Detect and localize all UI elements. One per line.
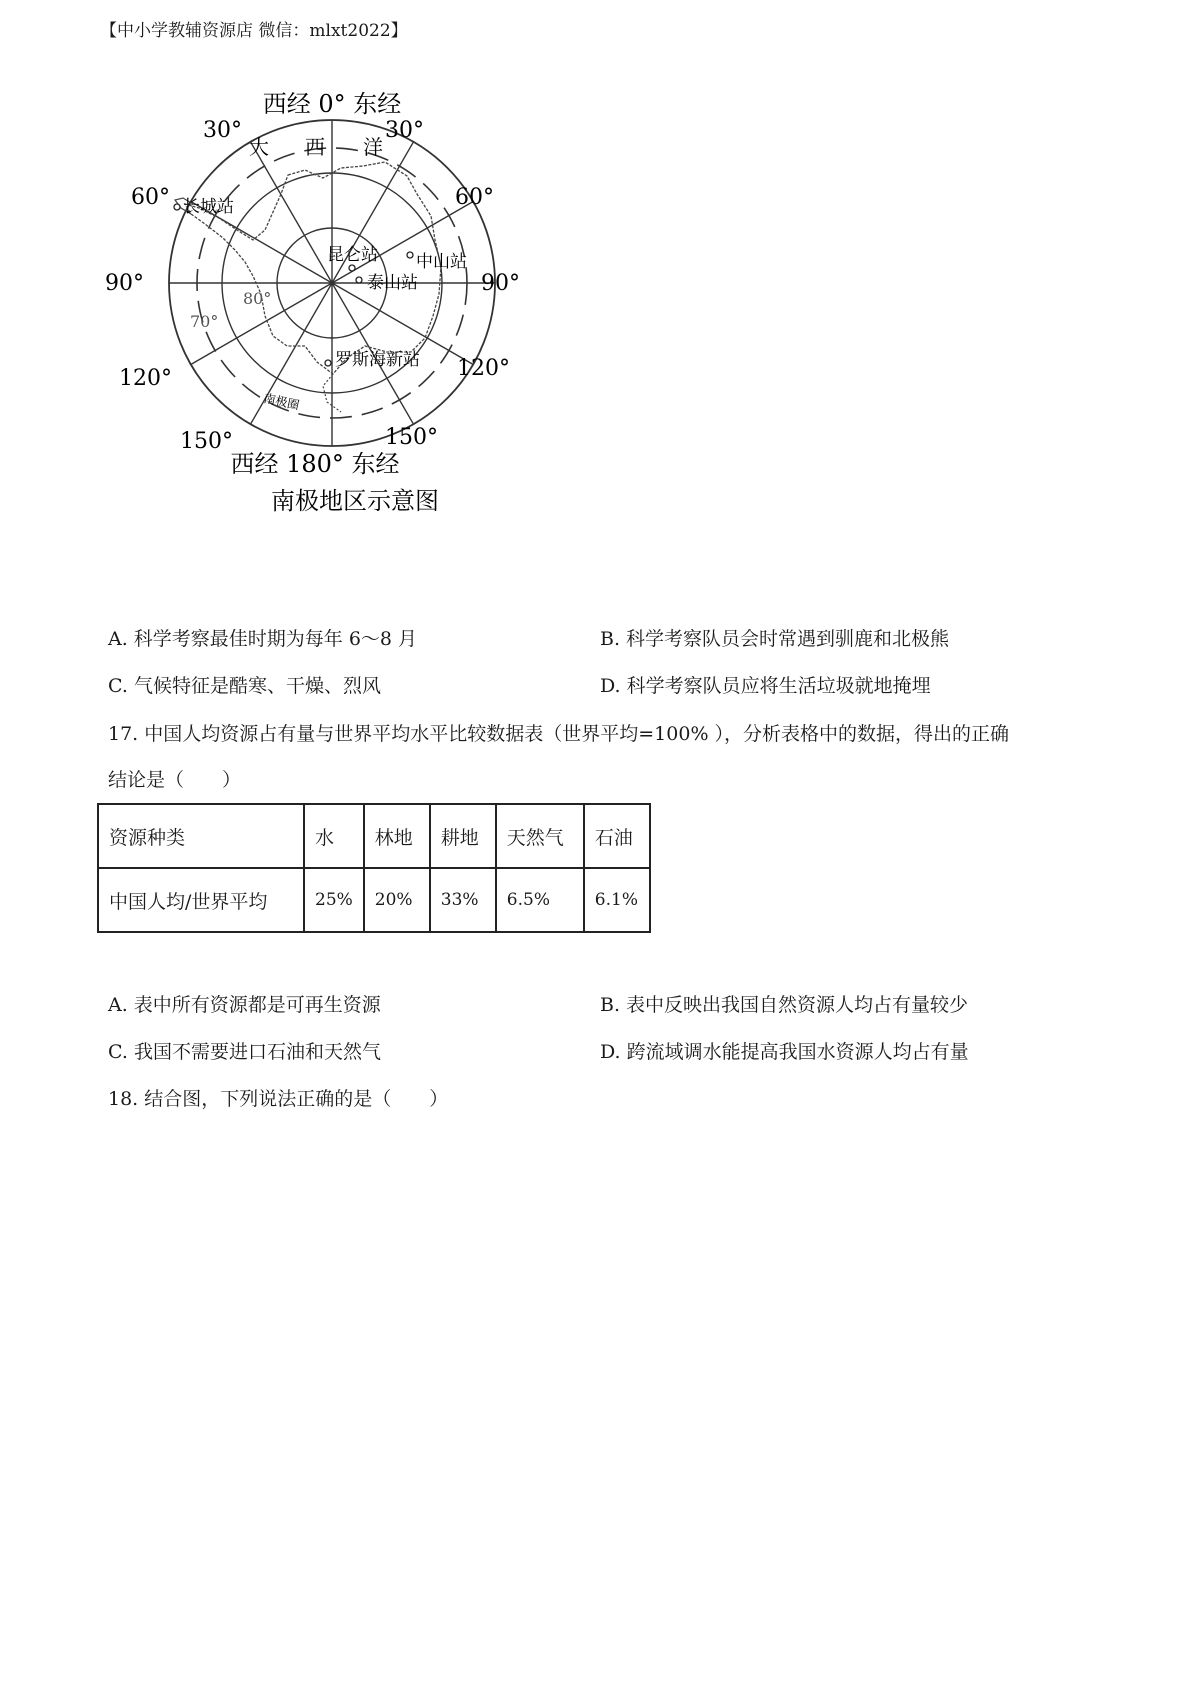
ross-sea-station-dot <box>325 360 331 366</box>
taishan-station-label: 泰山站 <box>367 273 418 293</box>
resource-table <box>97 803 651 933</box>
q17-stem-line1: 17. 中国人均资源占有量与世界平均水平比较数据表（世界平均=100% ），分析表格中的数据，得出的正确 <box>108 723 1010 745</box>
deg-30-left: 30° <box>203 118 242 143</box>
lat-70-label: 70° <box>190 312 219 331</box>
deg-60-left: 60° <box>131 185 170 210</box>
map-caption: 南极地区示意图 <box>271 487 439 515</box>
zhongshan-station-dot <box>407 252 413 258</box>
ocean-char-1: 大 <box>249 135 269 159</box>
q17-option-d: D. 跨流域调水能提高我国水资源人均占有量 <box>600 1041 969 1063</box>
table-row-header <box>98 804 650 868</box>
q17-option-c: C. 我国不需要进口石油和天然气 <box>108 1041 381 1063</box>
deg-150-right: 150° <box>385 425 438 450</box>
table-value-farmland: 33% <box>430 868 496 932</box>
deg-90-right: 90° <box>481 271 520 296</box>
table-header-label: 资源种类 <box>98 804 304 868</box>
deg-150-left: 150° <box>180 429 233 454</box>
zhongshan-station-label: 中山站 <box>416 252 467 272</box>
q16-option-c: C. 气候特征是酷寒、干燥、烈风 <box>108 675 381 697</box>
map-bottom-label: 西经 180° 东经 <box>230 450 400 478</box>
deg-30-right: 30° <box>385 118 424 143</box>
table-value-oil: 6.1% <box>584 868 650 932</box>
map-top-label: 西经 0° 东经 <box>262 90 402 118</box>
q16-option-b: B. 科学考察队员会时常遇到驯鹿和北极熊 <box>600 628 950 650</box>
q18-stem: 18. 结合图，下列说法正确的是（ ） <box>108 1088 449 1110</box>
table-col-water: 水 <box>304 804 364 868</box>
table-col-forest: 林地 <box>364 804 430 868</box>
great-wall-station-label: 长城站 <box>183 197 234 217</box>
table-value-water: 25% <box>304 868 364 932</box>
deg-90-left: 90° <box>105 271 144 296</box>
ocean-char-3: 洋 <box>363 135 383 159</box>
q17-option-b: B. 表中反映出我国自然资源人均占有量较少 <box>600 994 969 1016</box>
deg-120-left: 120° <box>119 366 172 391</box>
taishan-station-dot <box>356 277 362 283</box>
deg-60-right: 60° <box>455 185 494 210</box>
meridian-lines <box>169 120 495 446</box>
antarctic-circle-label: 南极圈 <box>262 391 301 413</box>
q17-option-a: A. 表中所有资源都是可再生资源 <box>108 994 381 1016</box>
table-col-farmland: 耕地 <box>430 804 496 868</box>
kunlun-station-label: 昆仑站 <box>327 245 378 265</box>
table-value-natural-gas: 6.5% <box>496 868 584 932</box>
ross-sea-station-label: 罗斯海新站 <box>335 350 420 370</box>
table-row-values <box>98 868 650 932</box>
q17-stem-line2: 结论是（ ） <box>108 769 242 791</box>
ocean-char-2: 西 <box>305 135 325 159</box>
table-col-oil: 石油 <box>584 804 650 868</box>
table-value-forest: 20% <box>364 868 430 932</box>
deg-120-right: 120° <box>457 356 510 381</box>
kunlun-station-dot <box>349 265 355 271</box>
table-col-natural-gas: 天然气 <box>496 804 584 868</box>
table-row-label: 中国人均/世界平均 <box>98 868 304 932</box>
q16-option-a: A. 科学考察最佳时期为每年 6～8 月 <box>108 628 418 650</box>
great-wall-station-dot <box>174 204 180 210</box>
lat-80-label: 80° <box>243 289 272 308</box>
antarctica-polar-map <box>95 90 565 560</box>
q16-option-d: D. 科学考察队员应将生活垃圾就地掩埋 <box>600 675 931 697</box>
source-header: 【中小学教辅资源店 微信：mlxt2022】 <box>100 21 408 41</box>
